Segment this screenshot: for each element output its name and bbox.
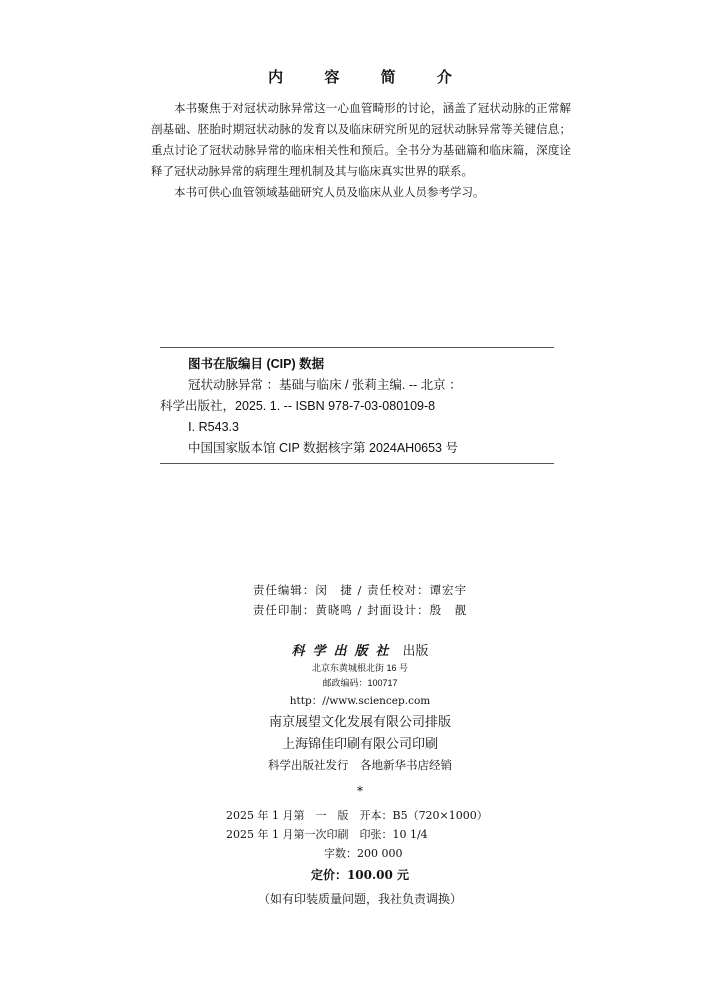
publisher-postcode: 邮政编码：100717 — [322, 678, 398, 688]
cip-heading: 图书在版编目 (CIP) 数据 — [188, 357, 325, 371]
separator-asterisk: * — [357, 784, 363, 798]
cip-line: 冠状动脉异常 ：基础与临床 / 张莉主编. -- 北京 ： — [188, 378, 462, 392]
cip-record-number: 中国国家版本馆 CIP 数据核字第 2024AH0653 号 — [188, 441, 458, 455]
cip-line: 科学出版社，2025. 1. -- ISBN 978-7-03-080109-8 — [160, 399, 436, 413]
typesetter-line: 南京展望文化发展有限公司排版 — [268, 714, 451, 729]
publisher-url: http：//www.sciencep.com — [289, 695, 431, 707]
printer-line: 上海锦佳印刷有限公司印刷 — [281, 736, 438, 751]
cip-block — [160, 354, 560, 459]
word-count: 字数：200 000 — [324, 847, 403, 860]
intro-title: 内 容 简 介 — [268, 68, 470, 86]
quality-notice: （如有印装质量问题，我社负责调换） — [257, 892, 462, 906]
intro-text — [151, 98, 571, 203]
edition-specs — [0, 806, 720, 863]
cip-top-rule — [160, 347, 554, 348]
credit-line: 责任编辑：闵 捷 / 责任校对：谭宏宇 — [252, 583, 468, 597]
printing-line: 2025 年 1 月第一次印刷 印张：10 1/4 — [226, 828, 428, 841]
distribution-line: 科学出版社发行 各地新华书店经销 — [268, 758, 452, 772]
cip-bottom-rule — [160, 463, 554, 464]
publisher-line — [0, 640, 720, 659]
editorial-credits — [0, 580, 720, 620]
publisher-suffix: 出版 — [402, 644, 429, 659]
publisher-address: 北京东黄城根北街 16 号 — [311, 663, 408, 673]
price: 定价：100.00 元 — [310, 868, 410, 882]
intro-paragraph: 本书聚焦于对冠状动脉异常这一心血管畸形的讨论，涵盖了冠状动脉的正常解剖基础、胚胎时期冠状动脉的发育以及临床研究所见的冠状动脉异常等关键信息；重点讨论了冠状动脉异常的临床相关性和预后。全书分为基础篇和临床篇，深度诠释了冠状动脉异常的病理生理机制及其与临床真实世界的联系。 — [151, 101, 571, 178]
publisher-logo: 科学出版社 — [291, 644, 397, 659]
credit-line: 责任印制：黄晓鸣 / 封面设计：殷 靓 — [252, 603, 468, 617]
cip-classification: Ⅰ. R543.3 — [188, 420, 239, 434]
intro-paragraph: 本书可供心血管领域基础研究人员及临床从业人员参考学习。 — [174, 185, 485, 199]
publisher-block — [0, 640, 720, 775]
edition-line: 2025 年 1 月第 一 版 开本：B5（720×1000） — [226, 809, 488, 822]
